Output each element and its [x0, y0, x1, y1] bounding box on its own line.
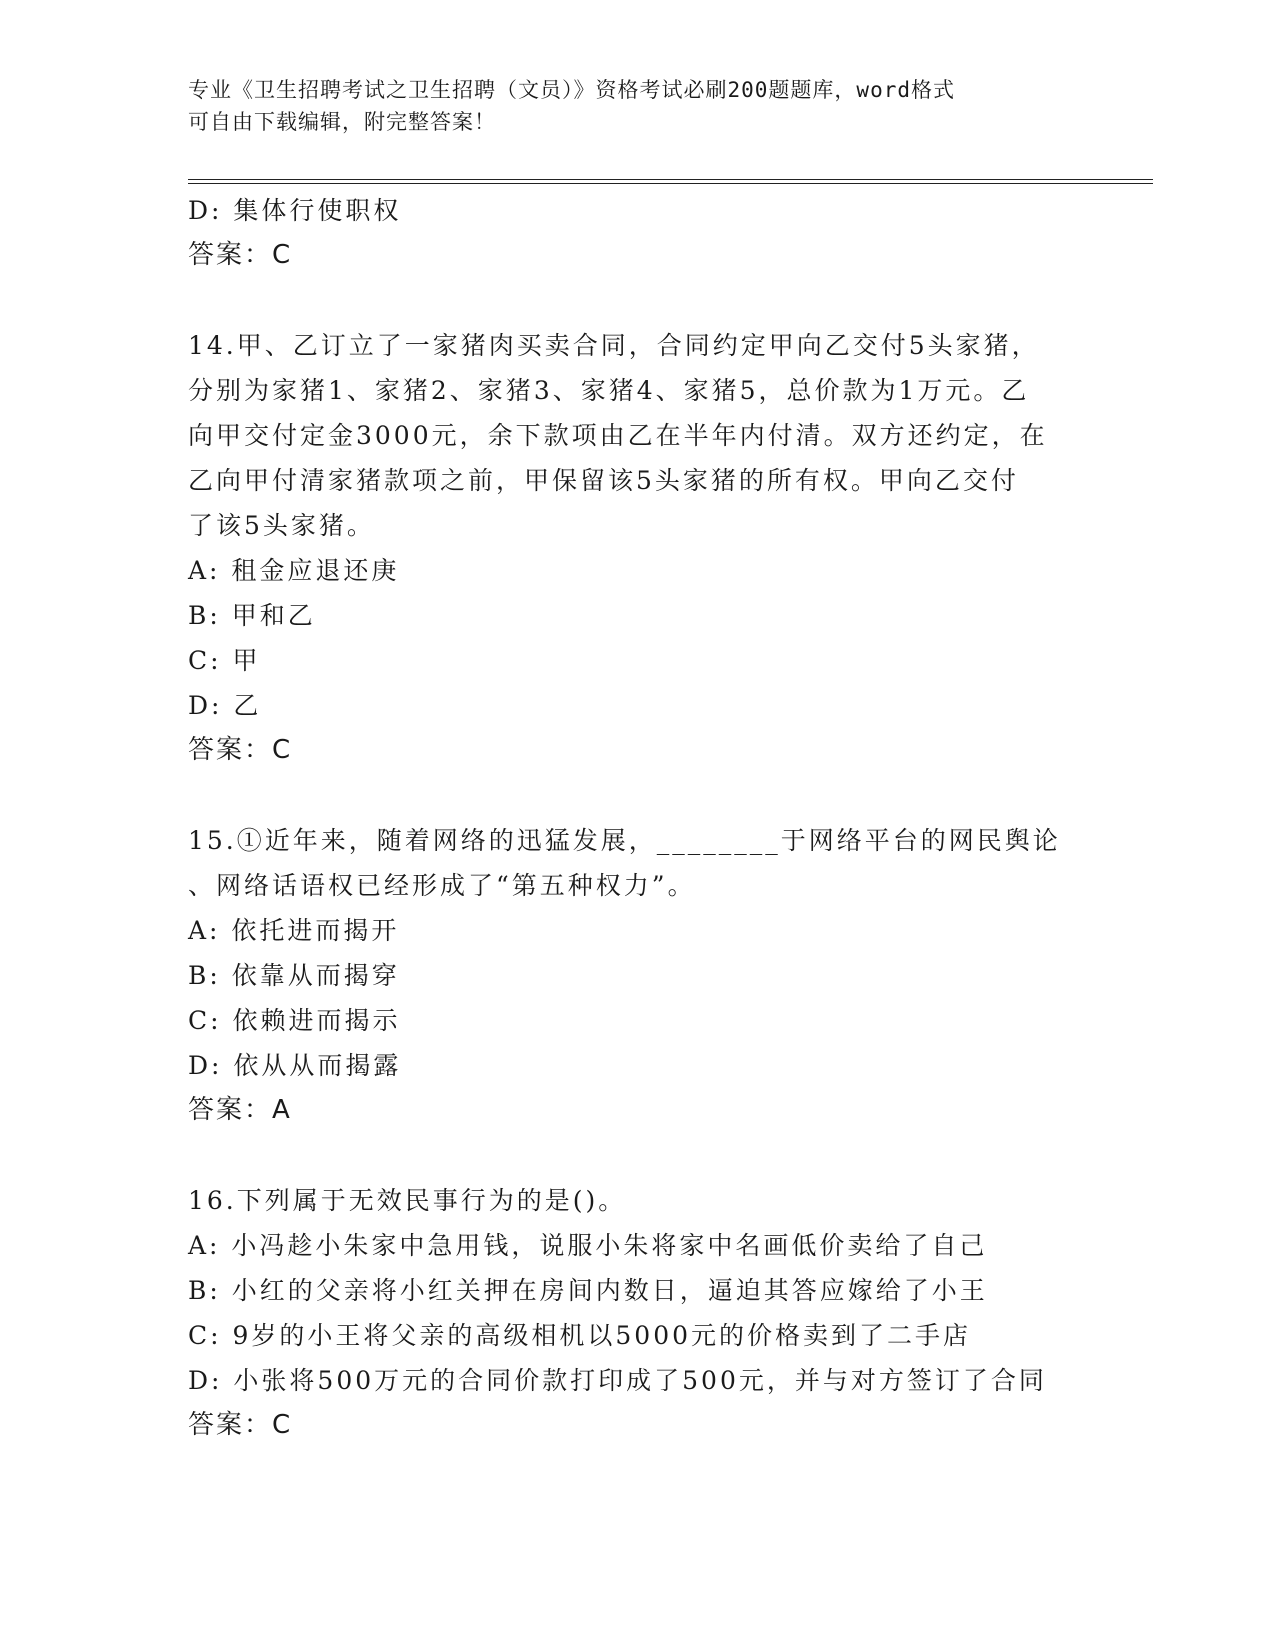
question-text-line: 15.①近年来，随着网络的迅猛发展，________于网络平台的网民舆论 [188, 826, 1061, 855]
header-divider-top [188, 179, 1153, 180]
option-a: A: 租金应退还庚 [188, 556, 400, 585]
answer-line: 答案：C [188, 1410, 293, 1440]
previous-question-tail [188, 188, 1088, 278]
question-text-line: 、网络话语权已经形成了“第五种权力”。 [188, 871, 696, 900]
spacer [188, 773, 1088, 818]
option-d: D: 小张将500万元的合同价款打印成了500元，并与对方签订了合同 [188, 1366, 1047, 1395]
option-d: D: 依从从而揭露 [188, 1051, 402, 1080]
answer-line: 答案：A [188, 1095, 292, 1125]
question-15 [188, 818, 1088, 1133]
question-text-line: 乙向甲付清家猪款项之前，甲保留该5头家猪的所有权。甲向乙交付 [188, 466, 1019, 495]
question-14 [188, 323, 1088, 773]
question-text-line: 16.下列属于无效民事行为的是()。 [188, 1186, 627, 1215]
question-16 [188, 1178, 1088, 1448]
question-text-line: 向甲交付定金3000元，余下款项由乙在半年内付清。双方还约定，在 [188, 421, 1048, 450]
option-c: C: 甲 [188, 646, 261, 675]
option-c: C: 9岁的小王将父亲的高级相机以5000元的价格卖到了二手店 [188, 1321, 972, 1350]
option-d: D: 集体行使职权 [188, 196, 402, 225]
answer-line: 答案：C [188, 735, 293, 765]
question-list [188, 188, 1088, 1448]
header-title-line-2: 可自由下载编辑，附完整答案！ [188, 110, 496, 134]
header-title-line-1: 专业《卫生招聘考试之卫生招聘（文员）》资格考试必刷200题题库，word格式 [188, 78, 955, 102]
question-text-line: 了该5头家猪。 [188, 511, 375, 540]
question-text-line: 分别为家猪1、家猪2、家猪3、家猪4、家猪5，总价款为1万元。乙 [188, 376, 1030, 405]
option-b: B: 甲和乙 [188, 601, 316, 630]
spacer [188, 1133, 1088, 1178]
page-header [188, 74, 1068, 138]
option-a: A: 依托进而揭开 [188, 916, 400, 945]
option-a: A: 小冯趁小朱家中急用钱，说服小朱将家中名画低价卖给了自己 [188, 1231, 988, 1260]
option-b: B: 依靠从而揭穿 [188, 961, 400, 990]
header-divider-bottom [188, 183, 1153, 184]
answer-line: 答案：C [188, 240, 293, 270]
option-c: C: 依赖进而揭示 [188, 1006, 401, 1035]
question-text-line: 14.甲、乙订立了一家猪肉买卖合同，合同约定甲向乙交付5头家猪， [188, 331, 1040, 360]
option-d: D: 乙 [188, 691, 262, 720]
spacer [188, 278, 1088, 323]
option-b: B: 小红的父亲将小红关押在房间内数日，逼迫其答应嫁给了小王 [188, 1276, 988, 1305]
